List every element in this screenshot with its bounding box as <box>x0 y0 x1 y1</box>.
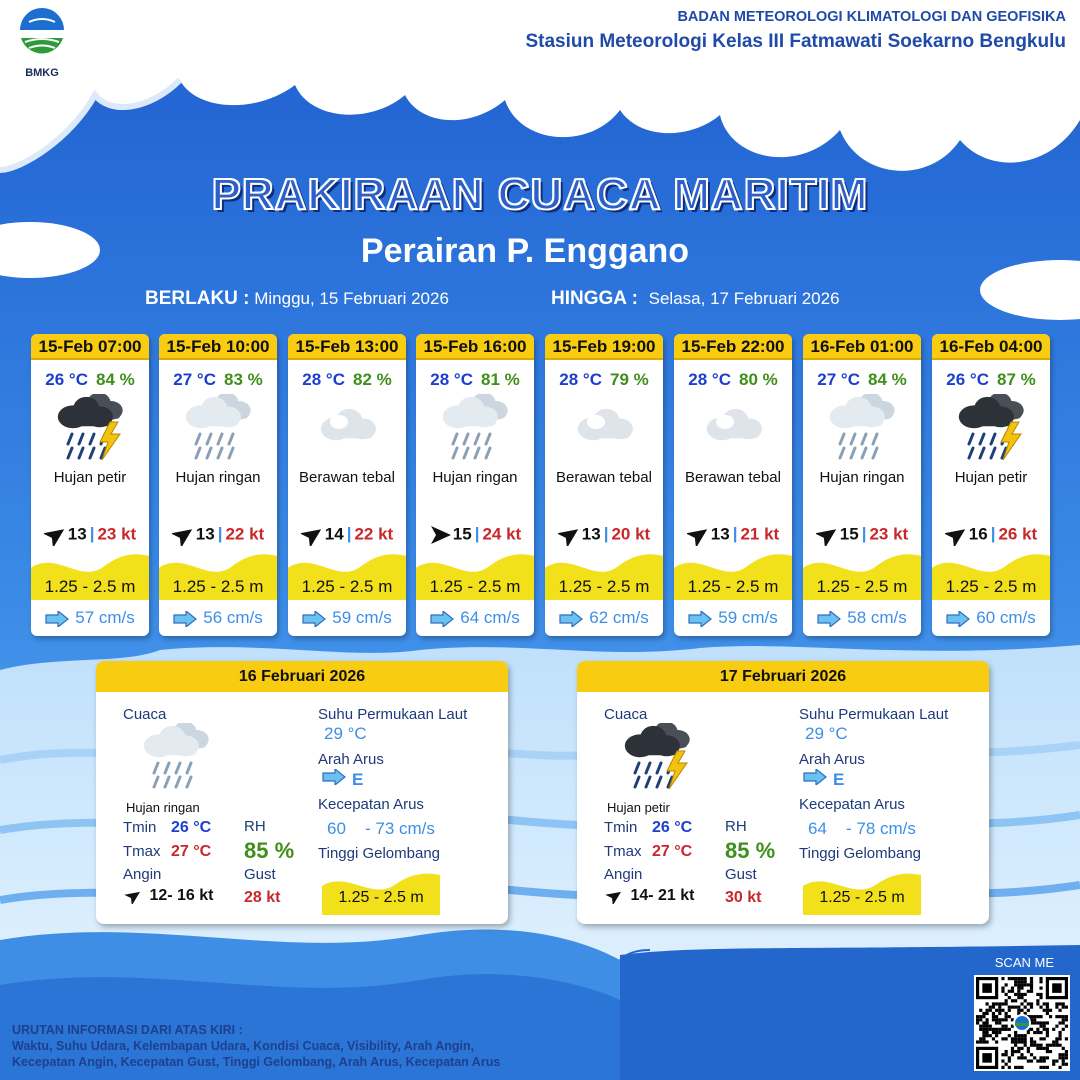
forecast-time: 16-Feb 01:00 <box>803 334 921 360</box>
overcast-cloud-icon <box>674 394 792 468</box>
light-rain-icon <box>803 394 921 468</box>
daily-date: 17 Februari 2026 <box>577 661 989 692</box>
tmin-value: 26 °C <box>171 819 212 836</box>
forecast-card <box>31 334 149 636</box>
wave-height: 1.25 - 2.5 m <box>429 577 521 596</box>
wind-speed: 14 <box>324 524 344 544</box>
current-speed: 58 cm/s <box>847 608 907 627</box>
wind-speed: 13 <box>67 524 87 544</box>
wind-speed: 15 <box>839 524 859 544</box>
forecast-time: 15-Feb 16:00 <box>416 334 534 360</box>
current-info <box>803 608 921 628</box>
weather-condition: Berawan tebal <box>556 469 652 486</box>
current-info <box>288 608 406 628</box>
current-speed-label: Kecepatan Arus <box>318 796 424 813</box>
wind-value: 14- 21 kt <box>630 887 695 904</box>
gust-speed: 26 kt <box>998 524 1038 544</box>
temp-rh <box>31 370 149 390</box>
weather-condition: Berawan tebal <box>299 469 395 486</box>
wind-info: 13 | 23 kt <box>31 524 149 546</box>
sst-label: Suhu Permukaan Laut <box>318 706 468 723</box>
wind-range <box>123 887 214 905</box>
wind-info: 16 | 26 kt <box>932 524 1050 546</box>
rh-value: 85 % <box>244 838 295 863</box>
gust-speed: 24 kt <box>482 524 522 544</box>
wave-height: 1.25 - 2.5 m <box>816 577 908 596</box>
temp-rh <box>159 370 277 390</box>
current-direction-label: Arah Arus <box>318 751 384 768</box>
humidity: 81 % <box>480 370 520 389</box>
station-name: Stasiun Meteorologi Kelas III Fatmawati Soekarno Bengkulu <box>525 31 1066 52</box>
forecast-time: 15-Feb 07:00 <box>31 334 149 360</box>
gust-speed: 23 kt <box>97 524 137 544</box>
wave-height: 1.25 - 2.5 m <box>172 577 264 596</box>
wind-direction-icon <box>816 524 840 546</box>
temperature: 28 °C <box>688 370 731 389</box>
humidity: 84 % <box>867 370 907 389</box>
temperature: 27 °C <box>817 370 860 389</box>
logo-label: BMKG <box>25 67 59 79</box>
current-speed: 64 cm/s <box>460 608 520 627</box>
rh-label: RH <box>244 818 266 835</box>
wind-speed: 15 <box>452 524 472 544</box>
humidity: 84 % <box>95 370 135 389</box>
current-speed-min: 64 <box>808 819 827 838</box>
daily-summary-panel <box>96 661 508 924</box>
weather-condition: Hujan ringan <box>126 800 200 815</box>
forecast-card <box>416 334 534 636</box>
current-arrow-icon <box>688 611 712 627</box>
current-speed: 57 cm/s <box>75 608 135 627</box>
wave-label: Tinggi Gelombang <box>318 845 441 862</box>
validity-to-label: HINGGA : <box>551 288 638 309</box>
current-speed: 59 cm/s <box>718 608 778 627</box>
current-arrow-icon <box>302 611 326 627</box>
gust-value: 30 kt <box>725 889 762 906</box>
gust-label: Gust <box>244 866 276 883</box>
gust-value: 28 kt <box>244 889 281 906</box>
wind-direction-icon <box>558 524 582 546</box>
light-rain-icon <box>159 394 277 468</box>
wind-info: 13 | 20 kt <box>545 524 663 546</box>
page-title: PRAKIRAAN CUACA MARITIM <box>211 170 869 219</box>
light-rain-icon <box>134 723 218 800</box>
temperature: 27 °C <box>173 370 216 389</box>
wave-label: Tinggi Gelombang <box>799 845 922 862</box>
qr-code-icon[interactable] <box>974 975 1070 1071</box>
wind-value: 12- 16 kt <box>149 887 214 904</box>
current-info <box>674 608 792 628</box>
current-arrow-icon <box>803 769 827 785</box>
validity-from-value: Minggu, 15 Februari 2026 <box>254 289 449 308</box>
overcast-cloud-icon <box>288 394 406 468</box>
tmax-value: 27 °C <box>171 843 212 860</box>
current-arrow-icon <box>322 769 346 785</box>
weather-condition: Hujan petir <box>607 800 670 815</box>
current-speed-label: Kecepatan Arus <box>799 796 905 813</box>
bmkg-emblem-icon <box>15 8 69 60</box>
legend-line: Waktu, Suhu Udara, Kelembapan Udara, Kondisi Cuaca, Visibility, Arah Angin, <box>12 1039 475 1053</box>
weather-label: Cuaca <box>123 706 167 723</box>
current-info <box>31 608 149 628</box>
forecast-card <box>159 334 277 636</box>
temp-rh <box>288 370 406 390</box>
wind-direction-icon <box>429 524 453 546</box>
sst-value: 29 °C <box>805 724 848 743</box>
current-speed-min: 60 <box>327 819 346 838</box>
current-speed: 59 cm/s <box>332 608 392 627</box>
temp-rh <box>803 370 921 390</box>
temp-rh <box>416 370 534 390</box>
overcast-cloud-icon <box>545 394 663 468</box>
wind-speed: 13 <box>195 524 215 544</box>
wind-direction-icon <box>945 524 969 546</box>
current-arrow-icon <box>173 611 197 627</box>
wind-info: 13 | 21 kt <box>674 524 792 546</box>
wind-direction-icon <box>604 888 626 904</box>
current-direction <box>322 769 363 790</box>
tmin-label: Tmin <box>123 819 157 836</box>
forecast-time: 15-Feb 19:00 <box>545 334 663 360</box>
wave-height: 1.25 - 2.5 m <box>338 889 424 906</box>
current-direction <box>803 769 844 790</box>
validity-to-value: Selasa, 17 Februari 2026 <box>648 289 840 308</box>
weather-condition: Hujan ringan <box>175 469 261 486</box>
temperature: 26 °C <box>45 370 88 389</box>
wind-info: 15 | 24 kt <box>416 524 534 546</box>
current-speed-max: - 78 cm/s <box>846 819 916 838</box>
thunderstorm-icon <box>31 394 149 468</box>
weather-condition: Hujan ringan <box>432 469 518 486</box>
wind-info: 14 | 22 kt <box>288 524 406 546</box>
wind-direction-icon <box>687 524 711 546</box>
tmin-value: 26 °C <box>652 819 693 836</box>
thunderstorm-icon <box>932 394 1050 468</box>
current-info <box>416 608 534 628</box>
forecast-time: 16-Feb 04:00 <box>932 334 1050 360</box>
wind-label: Angin <box>123 866 162 883</box>
temperature: 28 °C <box>302 370 345 389</box>
current-direction-value: E <box>833 770 845 789</box>
wind-info: 15 | 23 kt <box>803 524 921 546</box>
current-direction-value: E <box>352 770 364 789</box>
wind-speed: 13 <box>710 524 730 544</box>
current-arrow-icon <box>946 611 970 627</box>
legend <box>12 1022 500 1070</box>
wave-height: 1.25 - 2.5 m <box>558 577 650 596</box>
tmax-value: 27 °C <box>652 843 693 860</box>
weather-condition: Hujan ringan <box>819 469 905 486</box>
humidity: 79 % <box>609 370 649 389</box>
legend-line: Kecepatan Angin, Kecepatan Gust, Tinggi Gelombang, Arah Arus, Kecepatan Arus <box>12 1055 501 1069</box>
forecast-time: 15-Feb 10:00 <box>159 334 277 360</box>
wind-direction-icon <box>44 524 68 546</box>
forecast-card <box>288 334 406 636</box>
gust-speed: 21 kt <box>740 524 780 544</box>
humidity: 82 % <box>352 370 392 389</box>
wind-direction-icon <box>301 524 325 546</box>
temp-rh <box>932 370 1050 390</box>
current-arrow-icon <box>45 611 69 627</box>
wind-speed: 16 <box>968 524 988 544</box>
forecast-card <box>674 334 792 636</box>
current-speed: 62 cm/s <box>589 608 649 627</box>
bmkg-logo <box>14 8 70 78</box>
daily-date: 16 Februari 2026 <box>96 661 508 692</box>
current-info <box>545 608 663 628</box>
temp-rh <box>545 370 663 390</box>
sst-label: Suhu Permukaan Laut <box>799 706 949 723</box>
wind-range <box>604 887 695 905</box>
wave-height: 1.25 - 2.5 m <box>945 577 1037 596</box>
humidity: 80 % <box>738 370 778 389</box>
gust-speed: 22 kt <box>225 524 265 544</box>
wind-info: 13 | 22 kt <box>159 524 277 546</box>
temperature: 28 °C <box>559 370 602 389</box>
legend-title: URUTAN INFORMASI DARI ATAS KIRI : <box>12 1023 243 1037</box>
tmax-label: Tmax <box>604 843 642 860</box>
tmax-label: Tmax <box>123 843 161 860</box>
forecast-card <box>803 334 921 636</box>
weather-label: Cuaca <box>604 706 648 723</box>
area-subtitle: Perairan P. Enggano <box>360 232 690 270</box>
weather-condition: Hujan petir <box>53 469 127 486</box>
weather-condition: Berawan tebal <box>685 469 781 486</box>
validity-from <box>145 288 449 310</box>
gust-speed: 20 kt <box>611 524 651 544</box>
rh-value: 85 % <box>725 838 776 863</box>
current-speed: 56 cm/s <box>203 608 263 627</box>
weather-condition: Hujan petir <box>954 469 1028 486</box>
current-info <box>932 608 1050 628</box>
current-speed: 60 cm/s <box>976 608 1036 627</box>
wave-height: 1.25 - 2.5 m <box>819 889 905 906</box>
wave-height: 1.25 - 2.5 m <box>44 577 136 596</box>
validity-to <box>551 288 840 310</box>
forecast-card <box>932 334 1050 636</box>
daily-summary-panel <box>577 661 989 924</box>
wave-height: 1.25 - 2.5 m <box>301 577 393 596</box>
forecast-time: 15-Feb 13:00 <box>288 334 406 360</box>
gust-speed: 22 kt <box>354 524 394 544</box>
current-speed-max: - 73 cm/s <box>365 819 435 838</box>
forecast-time: 15-Feb 22:00 <box>674 334 792 360</box>
temperature: 26 °C <box>946 370 989 389</box>
rh-label: RH <box>725 818 747 835</box>
current-arrow-icon <box>817 611 841 627</box>
scan-me-label: SCAN ME <box>994 955 1054 970</box>
thunderstorm-icon <box>615 723 699 800</box>
current-direction-label: Arah Arus <box>799 751 865 768</box>
tmin-label: Tmin <box>604 819 638 836</box>
temperature: 28 °C <box>430 370 473 389</box>
wind-direction-icon <box>172 524 196 546</box>
wave-height: 1.25 - 2.5 m <box>687 577 779 596</box>
current-arrow-icon <box>430 611 454 627</box>
org-name: BADAN METEOROLOGI KLIMATOLOGI DAN GEOFISIKA <box>677 9 1066 25</box>
sst-value: 29 °C <box>324 724 367 743</box>
wind-speed: 13 <box>581 524 601 544</box>
gust-label: Gust <box>725 866 757 883</box>
humidity: 83 % <box>223 370 263 389</box>
temp-rh <box>674 370 792 390</box>
humidity: 87 % <box>996 370 1036 389</box>
wind-label: Angin <box>604 866 643 883</box>
gust-speed: 23 kt <box>869 524 909 544</box>
light-rain-icon <box>416 394 534 468</box>
forecast-card <box>545 334 663 636</box>
current-arrow-icon <box>559 611 583 627</box>
current-info <box>159 608 277 628</box>
validity-from-label: BERLAKU : <box>145 288 250 309</box>
wind-direction-icon <box>123 888 145 904</box>
